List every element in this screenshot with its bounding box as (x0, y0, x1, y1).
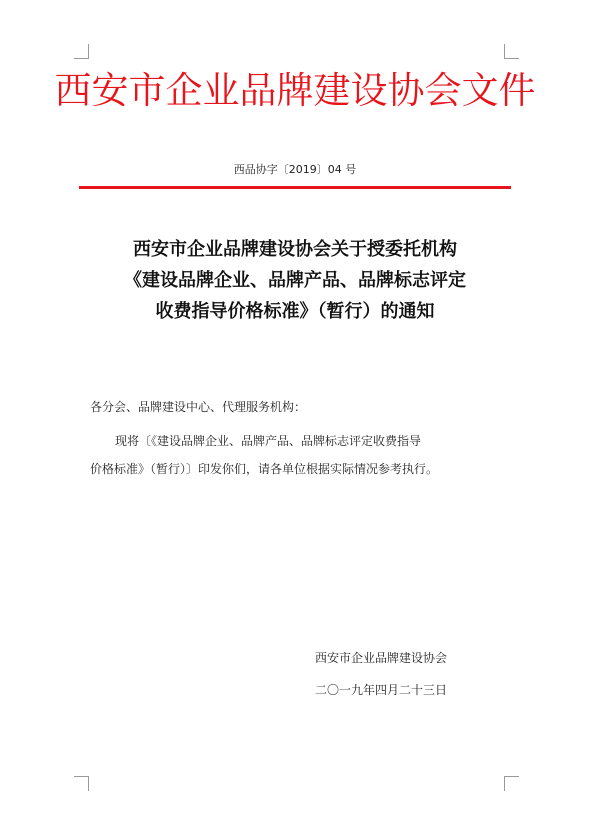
margin-mark-top-left (74, 44, 89, 59)
signature-date: 二〇一九年四月二十三日 (315, 683, 448, 697)
addressee: 各分会、品牌建设中心、代理服务机构： (90, 400, 307, 414)
notice-title-line: 西安市企业品牌建设协会关于授委托机构 (133, 239, 457, 260)
margin-mark-bottom-left (74, 776, 89, 791)
margin-mark-top-right (504, 44, 519, 59)
signature-organization: 西安市企业品牌建设协会 (315, 651, 448, 665)
margin-mark-bottom-right (504, 776, 519, 791)
notice-title-line: 收费指导价格标准》（暂行）的通知 (155, 301, 435, 322)
notice-title (40, 234, 550, 327)
body-paragraph (90, 427, 510, 483)
body-line: 价格标准》（暂行）〕印发你们，请各单位根据实际情况参考执行。 (90, 462, 439, 476)
document-header-title: 西安市企业品牌建设协会文件 (54, 69, 536, 112)
notice-title-line: 《建设品牌企业、品牌产品、品牌标志评定 (124, 270, 466, 291)
header-red-rule (79, 186, 511, 189)
document-number: 西品协字〔2019〕04 号 (233, 163, 357, 176)
body-line: 现将〔《建设品牌企业、品牌产品、品牌标志评定收费指导 (115, 434, 422, 448)
